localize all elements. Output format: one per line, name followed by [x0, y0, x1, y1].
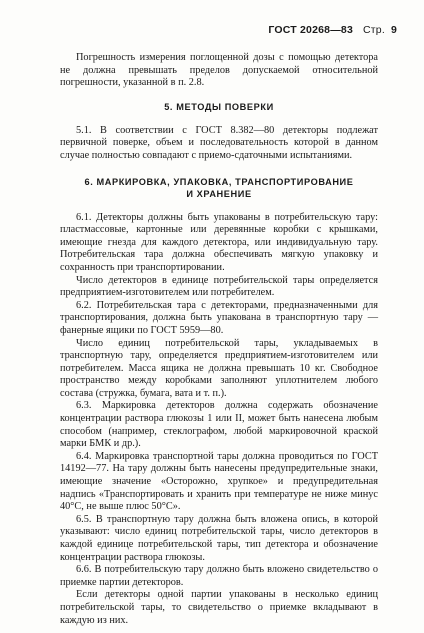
page-header	[268, 24, 397, 36]
section-5-title: 5. МЕТОДЫ ПОВЕРКИ	[164, 101, 274, 112]
document-body	[60, 52, 378, 627]
paragraph-6-6-continued: Если детекторы одной партии упакованы в несколько единиц потребительской тары, то свидетельство о приемке вкладывают в каждую из них.	[60, 589, 378, 626]
section-6-title-line-1: 6. МАРКИРОВКА, УПАКОВКА, ТРАНСПОРТИРОВАНИЕ	[84, 176, 354, 187]
paragraph-6-1-continued: Число детекторов в единице потребительской тары определяется предприятием-изготовителем или потребителем.	[60, 274, 378, 299]
paragraph-6-3: 6.3. Маркировка детекторов должна содержать обозначение концентрации раствора глюкозы 1 или II, может быть нанесена любым способом (например, стеклографом, любой маркировочной краской марки БМК и др.).	[60, 400, 378, 450]
page-label: Стр.	[363, 24, 385, 36]
paragraph-6-1: 6.1. Детекторы должны быть упакованы в потребительскую тару: пластмассовые, картонные или деревянные коробки с крышками, имеющие гнезда для каждого детектора, или индивидуальную тару. Потребительская тара должна обеспечивать мягкую упаковку и сохранность при транспортировании.	[60, 211, 378, 273]
paragraph-6-2-continued: Число единиц потребительской тары, укладываемых в транспортную тару, определяется предприятием-изготовителем или потребителем. Масса ящика не должна превышать 10 кг. Свободное пространство между коробками заполняют уплотнителем любого состава (стружка, бумага, вата и т. п.).	[60, 337, 378, 399]
paragraph-6-2: 6.2. Потребительская тара с детекторами, предназначенными для транспортирования, должна быть упакована в транспортную тару — фанерные ящики по ГОСТ 5959—80.	[60, 299, 378, 336]
intro-paragraph: Погрешность измерения поглощенной дозы с помощью детектора не должна превышать пределов допускаемой относительной погрешности, указанной в п. 2.8.	[60, 52, 378, 89]
paragraph-6-6: 6.6. В потребительскую тару должно быть вложено свидетельство о приемке партии детекторов.	[60, 564, 378, 588]
paragraph-6-4: 6.4. Маркировка транспортной тары должна проводиться по ГОСТ 14192—77. На тару должны быть нанесены предупредительные знаки, имеющие значение «Осторожно, хрупкое» и предупредительная надпись «Транспортировать и хранить при температуре не ниже минус 40°С, не выше плюс 50°С».	[60, 450, 378, 513]
paragraph-5-1: 5.1. В соответствии с ГОСТ 8.382—80 детекторы подлежат первичной поверке, объем и последовательность которой в данном случае полностью совпадают с приемо-сдаточными испытаниями.	[60, 124, 378, 161]
paragraph-6-5: 6.5. В транспортную тару должна быть вложена опись, в которой указывают: число единиц потребительской тары, число детекторов в каждой единице потребительской тары, тип детектора и обозначение концентрации раствора глюкозы.	[60, 513, 378, 563]
page-number: 9	[390, 24, 397, 36]
standard-code: ГОСТ 20268—83	[268, 24, 353, 36]
section-6-title-line-2: И ХРАНЕНИЕ	[186, 188, 252, 199]
